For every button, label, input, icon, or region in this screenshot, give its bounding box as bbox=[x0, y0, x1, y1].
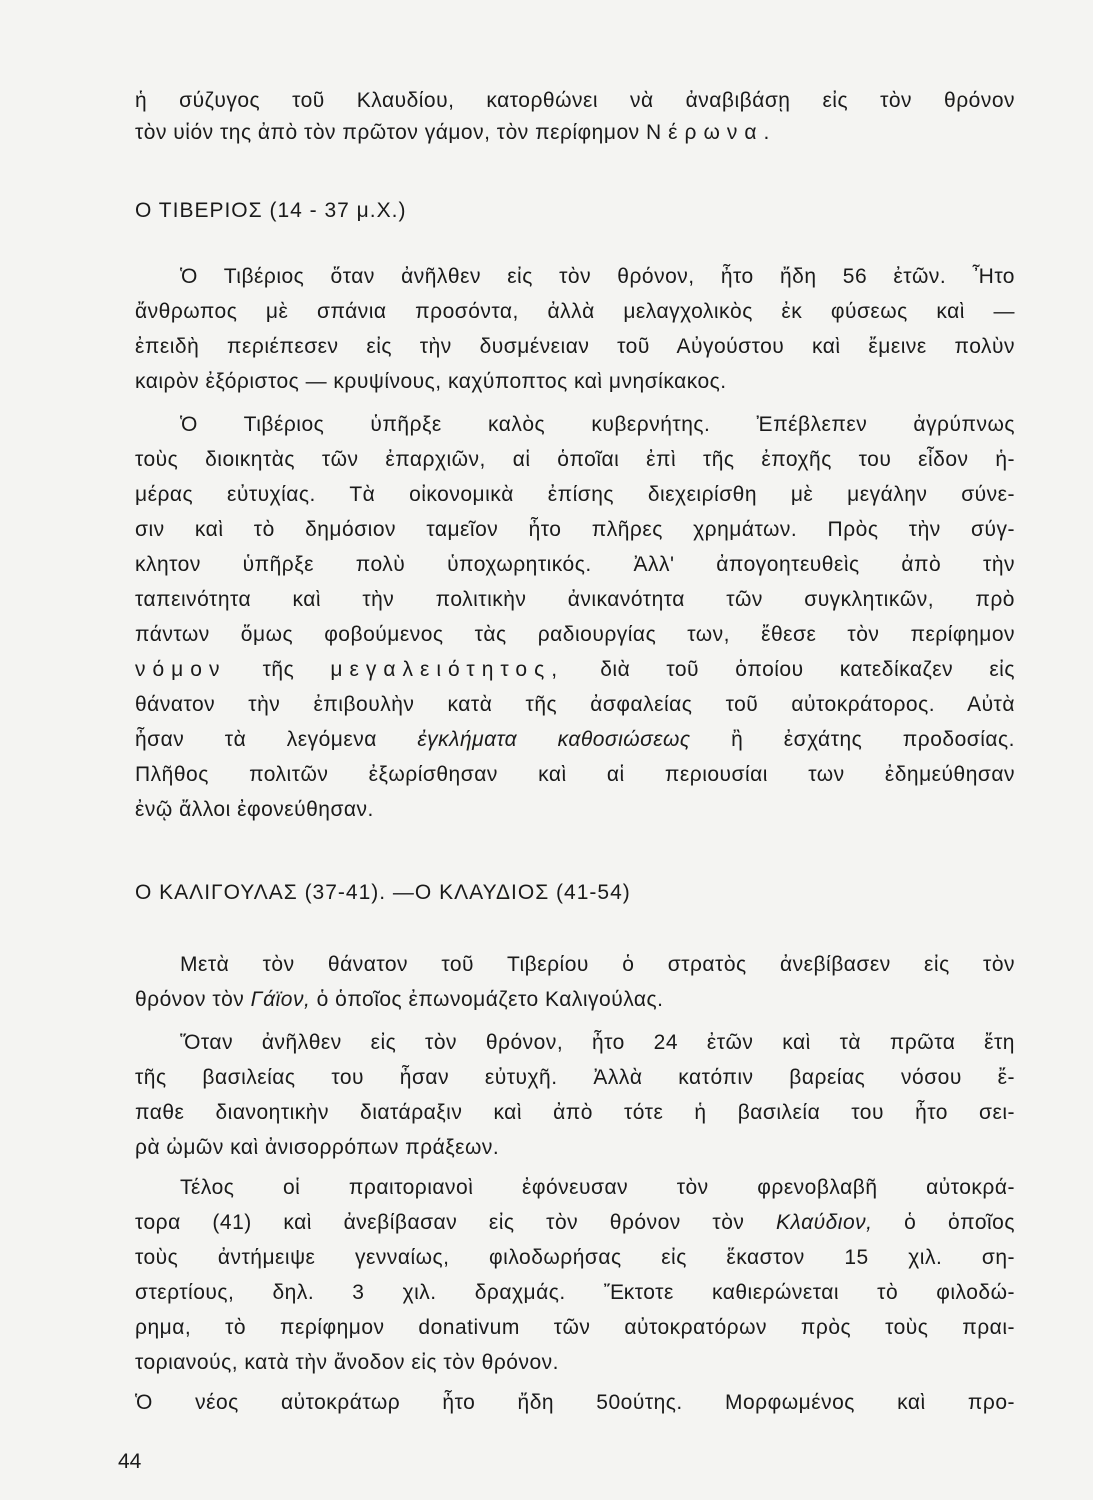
text-line: Τέλος οἱ πραιτοριανοὶ ἐφόνευσαν τὸν φρενοβλαβῆ αὐτοκρά- bbox=[180, 1176, 1015, 1199]
text-line: Ὁ νέος αὐτοκράτωρ ἦτο ἤδη 50ούτης. Μορφωμένος καὶ προ- bbox=[135, 1391, 1015, 1414]
section-heading-tiberius: Ο ΤΙΒΕΡΙΟΣ (14 - 37 μ.Χ.) bbox=[135, 199, 407, 222]
text-fragment: θρόνον τὸν bbox=[135, 988, 245, 1011]
text-fragment: τὸν υἱόν της ἀπὸ τὸν πρῶτον γάμον, τὸν περίφημον bbox=[135, 121, 640, 144]
text-line bbox=[135, 1208, 1015, 1238]
text-fragment: τορα (41) καὶ ἀνεβίβασαν εἰς τὸν θρόνον τὸν bbox=[135, 1211, 745, 1234]
italic-term: ἐγκλήματα καθοσιώσεως bbox=[417, 728, 691, 751]
section-heading-caligula-claudius: Ο ΚΑΛΙΓΟΥΛΑΣ (37-41). —Ο ΚΛΑΥΔΙΟΣ (41-54) bbox=[135, 881, 631, 904]
text-line: κλητον ὑπῆρξε πολὺ ὑποχωρητικός. Ἀλλ' ἀπογοητευθεὶς ἀπὸ τὴν bbox=[135, 553, 1015, 576]
text-line: τοριανούς, κατὰ τὴν ἄνοδον εἰς τὸν θρόνον. bbox=[135, 1351, 559, 1374]
text-line: Ὁ Τιβέριος ὑπῆρξε καλὸς κυβερνήτης. Ἐπέβλεπεν ἀγρύπνως bbox=[180, 413, 1015, 436]
text-line: πάντων ὅμως φοβούμενος τὰς ραδιουργίας των, ἔθεσε τὸν περίφημον bbox=[135, 623, 1015, 646]
page-number: 44 bbox=[118, 1450, 142, 1473]
text-line: ἄνθρωπος μὲ σπάνια προσόντα, ἀλλὰ μελαγχολικὸς ἐκ φύσεως καὶ — bbox=[135, 300, 1015, 323]
text-line: Πλῆθος πολιτῶν ἐξωρίσθησαν καὶ αἱ περιουσίαι των ἐδημεύθησαν bbox=[135, 763, 1015, 786]
text-line: θάνατον τὴν ἐπιβουλὴν κατὰ τῆς ἀσφαλείας τοῦ αὐτοκράτορος. Αὐτὰ bbox=[135, 693, 1015, 716]
text-fragment: διὰ τοῦ ὁποίου κατεδίκαζεν εἰς bbox=[600, 658, 1015, 681]
text-line bbox=[135, 725, 1015, 755]
text-line: καιρὸν ἐξόριστος — κρυψίνους, καχύποπτος καὶ μνησίκακος. bbox=[135, 370, 727, 393]
text-fragment: ὁ ὁποῖος ἐπωνομάζετο Καλιγούλας. bbox=[316, 988, 664, 1011]
text-line: παθε διανοητικὴν διατάραξιν καὶ ἀπὸ τότε ἡ βασιλεία του ἦτο σει- bbox=[135, 1101, 1015, 1124]
text-line: ἐπειδὴ περιέπεσεν εἰς τὴν δυσμένειαν τοῦ Αὐγούστου καὶ ἔμεινε πολὺν bbox=[135, 335, 1015, 358]
text-line bbox=[135, 655, 1015, 685]
text-line: τοὺς διοικητὰς τῶν ἐπαρχιῶν, αἱ ὁποῖαι ἐπὶ τῆς ἐποχῆς του εἶδον ἡ- bbox=[135, 448, 1015, 471]
italic-name-claudius: Κλαύδιον, bbox=[776, 1211, 873, 1234]
text-line: ταπεινότητα καὶ τὴν πολιτικὴν ἀνικανότητα τῶν συγκλητικῶν, πρὸ bbox=[135, 588, 1015, 611]
text-line: τῆς βασιλείας του ἦσαν εὐτυχῆ. Ἀλλὰ κατόπιν βαρείας νόσου ἔ- bbox=[135, 1066, 1015, 1089]
text-line: ἐνῷ ἄλλοι ἐφονεύθησαν. bbox=[135, 798, 374, 821]
spaced-name-nero: Νέρωνα. bbox=[645, 121, 777, 144]
text-line: σιν καὶ τὸ δημόσιον ταμεῖον ἦτο πλῆρες χρημάτων. Πρὸς τὴν σύγ- bbox=[135, 518, 1015, 541]
text-line: Μετὰ τὸν θάνατον τοῦ Τιβερίου ὁ στρατὸς ἀνεβίβασεν εἰς τὸν bbox=[180, 953, 1015, 976]
text-fragment: ἦσαν τὰ λεγόμενα bbox=[135, 728, 377, 751]
text-line bbox=[135, 118, 1015, 148]
text-line: μέρας εὐτυχίας. Τὰ οἰκονομικὰ ἐπίσης διεχειρίσθη μὲ μεγάλην σύνε- bbox=[135, 483, 1015, 506]
text-line: ἡ σύζυγος τοῦ Κλαυδίου, κατορθώνει νὰ ἀναβιβάσῃ εἰς τὸν θρόνον bbox=[135, 89, 1015, 112]
spaced-term-nomon: νόμον bbox=[135, 658, 227, 681]
text-fragment: ὁ ὁποῖος bbox=[904, 1211, 1015, 1234]
text-line bbox=[135, 985, 1015, 1015]
text-fragment: ἢ ἐσχάτης προδοσίας. bbox=[731, 728, 1016, 751]
text-line: ρημα, τὸ περίφημον donativum τῶν αὐτοκρατόρων πρὸς τοὺς πραι- bbox=[135, 1316, 1015, 1339]
text-line: ρὰ ὠμῶν καὶ ἀνισορρόπων πράξεων. bbox=[135, 1136, 500, 1159]
text-fragment: τῆς bbox=[262, 658, 295, 681]
text-line: Ὅταν ἀνῆλθεν εἰς τὸν θρόνον, ἦτο 24 ἐτῶν καὶ τὰ πρῶτα ἔτη bbox=[180, 1031, 1015, 1054]
spaced-term-megaleiotitos: μεγαλειότητος, bbox=[330, 658, 565, 681]
text-line: τοὺς ἀντήμειψε γενναίως, φιλοδωρήσας εἰς ἕκαστον 15 χιλ. ση- bbox=[135, 1246, 1015, 1269]
text-line: Ὁ Τιβέριος ὅταν ἀνῆλθεν εἰς τὸν θρόνον, ἦτο ἤδη 56 ἐτῶν. Ἦτο bbox=[180, 265, 1015, 288]
italic-name-gaius: Γάϊον, bbox=[250, 988, 311, 1011]
text-line: στερτίους, δηλ. 3 χιλ. δραχμάς. Ἔκτοτε καθιερώνεται τὸ φιλοδώ- bbox=[135, 1281, 1015, 1304]
